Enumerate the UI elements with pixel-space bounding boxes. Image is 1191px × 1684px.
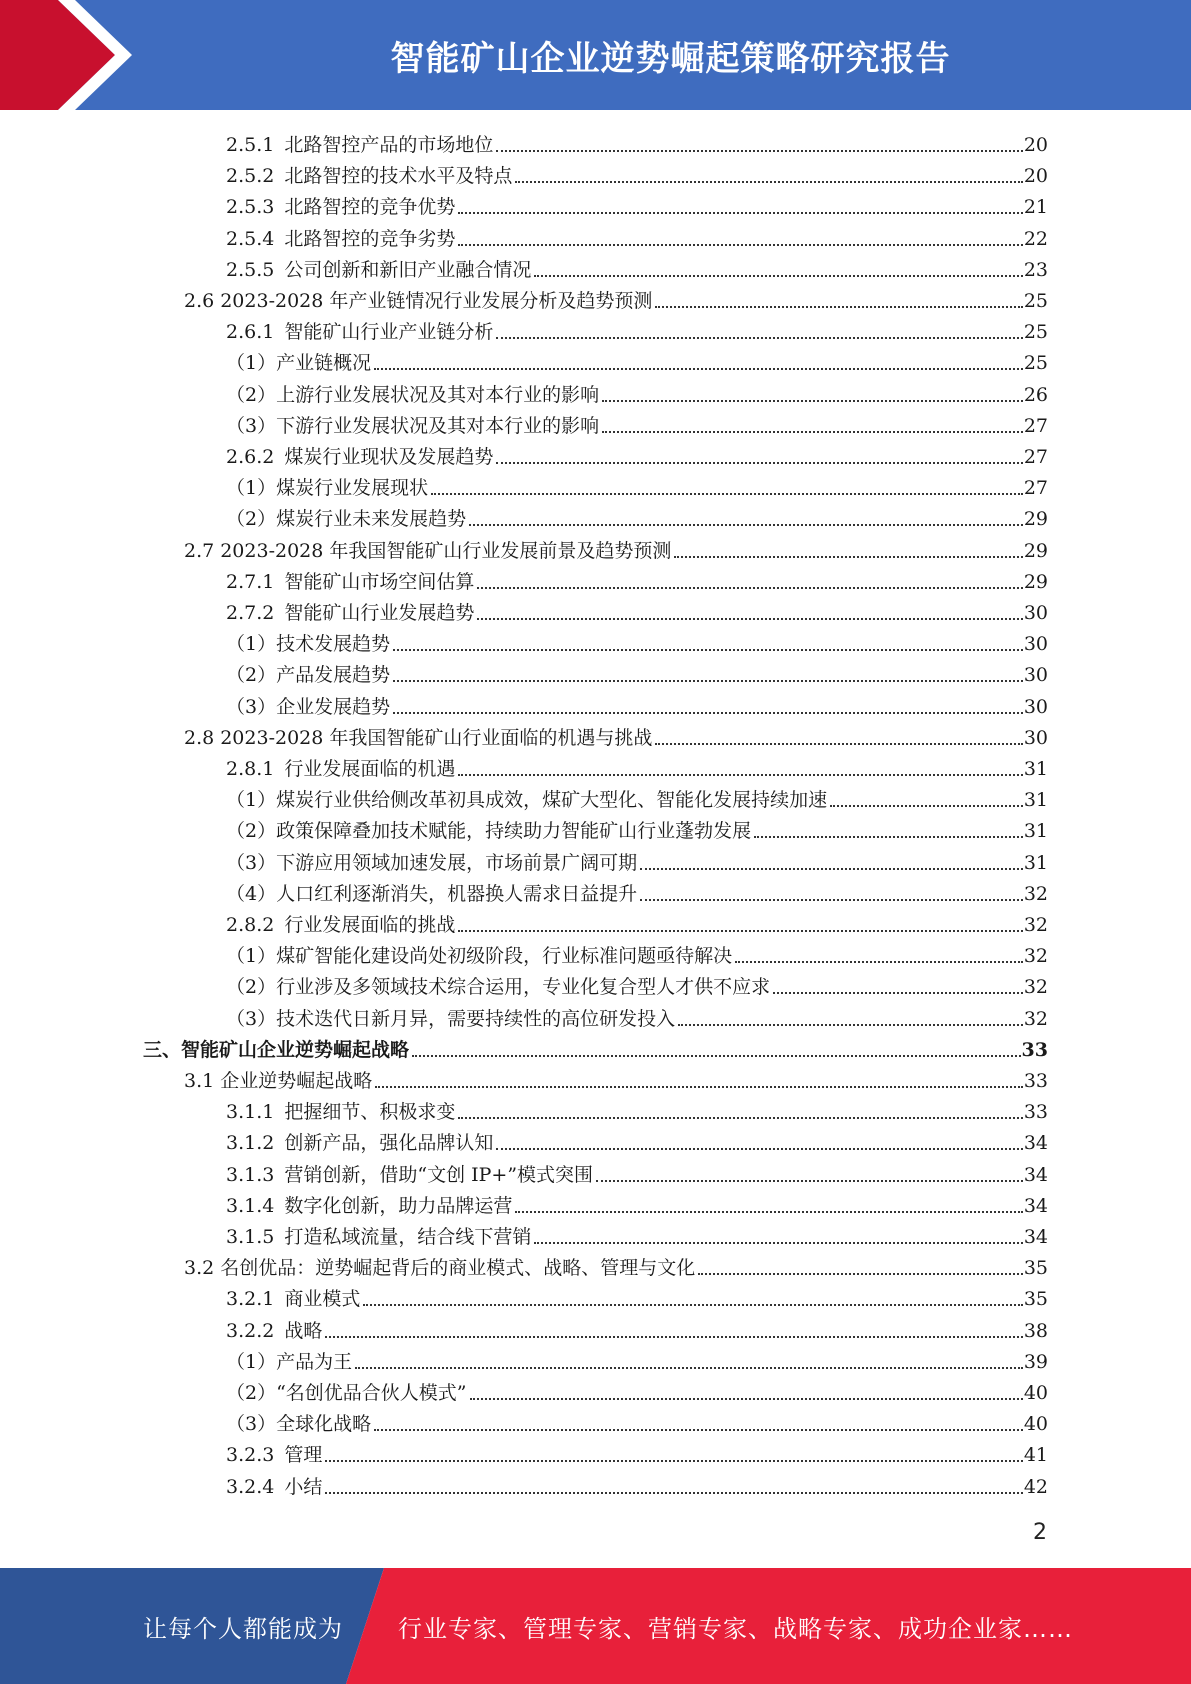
toc-leader-dots bbox=[458, 928, 1022, 932]
toc-entry-number: 2.6.1 bbox=[226, 321, 275, 344]
toc-entry-number: 2.7 bbox=[184, 539, 215, 562]
toc-leader-dots bbox=[678, 1022, 1023, 1026]
toc-leader-dots bbox=[374, 366, 1023, 370]
toc-entry[interactable] bbox=[143, 1031, 1048, 1062]
toc-entry-number: （3） bbox=[226, 1007, 277, 1030]
toc-entry-number: 3.2.4 bbox=[226, 1475, 275, 1498]
toc-entry-page: 33 bbox=[1023, 1070, 1048, 1092]
toc-entry-number: 2.5.3 bbox=[226, 196, 275, 219]
toc-entry-title: 政策保障叠加技术赋能，持续助力智能矿山行业蓬勃发展 bbox=[276, 820, 752, 843]
toc-entry[interactable] bbox=[226, 937, 1048, 968]
toc-entry[interactable] bbox=[226, 906, 1048, 937]
toc-entry-page: 34 bbox=[1023, 1226, 1048, 1248]
toc-leader-dots bbox=[496, 335, 1022, 339]
toc-entry-page: 33 bbox=[1023, 1101, 1048, 1124]
toc-entry-title: 企业逆势崛起战略 bbox=[220, 1070, 373, 1092]
toc-entry-page: 32 bbox=[1023, 945, 1048, 968]
toc-entry-title: 2023-2028 年我国智能矿山行业发展前景及趋势预测 bbox=[220, 539, 672, 562]
toc-entry-page: 42 bbox=[1023, 1475, 1048, 1498]
toc-entry-title: 公司创新和新旧产业融合情况 bbox=[284, 258, 532, 281]
page-footer bbox=[0, 1568, 1191, 1684]
toc-leader-dots bbox=[640, 866, 1023, 870]
toc-leader-dots bbox=[735, 959, 1023, 963]
toc-entry[interactable] bbox=[226, 594, 1048, 625]
toc-leader-dots bbox=[754, 834, 1023, 838]
toc-entry-page: 20 bbox=[1023, 134, 1048, 156]
toc-entry-number: （2） bbox=[226, 1382, 277, 1404]
toc-leader-dots bbox=[477, 616, 1022, 620]
toc-leader-dots bbox=[674, 554, 1022, 558]
toc-leader-dots bbox=[602, 429, 1023, 433]
toc-entry-number: 3.1.4 bbox=[226, 1194, 275, 1217]
toc-leader-dots bbox=[325, 1334, 1022, 1338]
toc-entry-number: （2） bbox=[226, 383, 277, 406]
toc-entry[interactable] bbox=[226, 625, 1048, 656]
toc-entry-number: （1） bbox=[226, 633, 277, 656]
toc-entry-number: 3.2.2 bbox=[226, 1319, 275, 1342]
toc-entry-title: 智能矿山行业发展趋势 bbox=[284, 602, 475, 624]
toc-entry-title: 企业发展趋势 bbox=[276, 695, 391, 718]
toc-entry-title: 技术迭代日新月异，需要持续性的高位研发投入 bbox=[276, 1007, 676, 1030]
toc-entry[interactable] bbox=[226, 1436, 1048, 1467]
toc-entry[interactable] bbox=[226, 313, 1048, 344]
toc-entry-page: 31 bbox=[1023, 851, 1048, 874]
toc-leader-dots bbox=[458, 210, 1022, 214]
toc-entry-number: （2） bbox=[226, 508, 277, 531]
toc-entry-page: 34 bbox=[1023, 1132, 1048, 1155]
toc-entry[interactable] bbox=[226, 968, 1048, 999]
toc-entry-title: 产品发展趋势 bbox=[276, 664, 391, 687]
toc-entry-number: 2.6.2 bbox=[226, 446, 275, 468]
toc-entry-title: 北路智控的技术水平及特点 bbox=[284, 165, 513, 188]
toc-entry-page: 40 bbox=[1023, 1382, 1048, 1404]
toc-entry[interactable] bbox=[226, 875, 1048, 906]
toc-entry-title: 行业发展面临的机遇 bbox=[284, 758, 456, 780]
toc-entry-page: 29 bbox=[1023, 570, 1048, 593]
toc-entry[interactable] bbox=[226, 1468, 1048, 1499]
toc-entry[interactable] bbox=[226, 1405, 1048, 1436]
toc-entry[interactable] bbox=[184, 1062, 1048, 1093]
toc-entry-page: 23 bbox=[1023, 258, 1048, 281]
toc-entry[interactable] bbox=[226, 1374, 1048, 1405]
toc-entry-number: 三、 bbox=[143, 1038, 182, 1061]
toc-leader-dots bbox=[602, 398, 1023, 402]
toc-entry-number: 2.8.1 bbox=[226, 758, 275, 780]
toc-entry-page: 30 bbox=[1023, 664, 1048, 687]
toc-leader-dots bbox=[515, 1209, 1022, 1213]
toc-entry-page: 31 bbox=[1023, 789, 1048, 812]
toc-leader-dots bbox=[477, 585, 1022, 589]
toc-entry-number: 3.2.1 bbox=[226, 1288, 275, 1311]
toc-entry-page: 35 bbox=[1023, 1257, 1048, 1280]
toc-entry-title: 小结 bbox=[284, 1475, 323, 1498]
toc-entry-title: 智能矿山企业逆势崛起战略 bbox=[181, 1038, 410, 1061]
toc-entry-page: 34 bbox=[1023, 1163, 1048, 1186]
toc-entry-title: 煤炭行业发展现状 bbox=[276, 477, 429, 500]
toc-entry-number: （1） bbox=[226, 352, 277, 375]
toc-entry-page: 38 bbox=[1023, 1319, 1048, 1342]
toc-leader-dots bbox=[458, 772, 1022, 776]
toc-entry[interactable] bbox=[226, 500, 1048, 531]
toc-entry-title: 创新产品，强化品牌认知 bbox=[284, 1132, 494, 1155]
toc-leader-dots bbox=[515, 179, 1022, 183]
toc-entry-number: （1） bbox=[226, 1350, 277, 1373]
toc-entry-page: 25 bbox=[1023, 290, 1048, 312]
page-header bbox=[0, 0, 1191, 110]
toc-entry-title: 煤矿智能化建设尚处初级阶段，行业标准问题亟待解决 bbox=[276, 945, 733, 968]
toc-leader-dots bbox=[496, 460, 1022, 464]
toc-entry-number: 2.5.2 bbox=[226, 165, 275, 188]
toc-entry-title: 营销创新，借助“文创 IP+”模式突围 bbox=[284, 1163, 594, 1186]
toc-entry-page: 21 bbox=[1023, 196, 1048, 219]
toc-entry[interactable] bbox=[226, 220, 1048, 251]
toc-leader-dots bbox=[773, 990, 1023, 994]
toc-entry[interactable] bbox=[226, 1218, 1048, 1249]
footer-slogan-right: 行业专家、管理专家、营销专家、战略专家、成功企业家…… bbox=[398, 1614, 1073, 1643]
toc-leader-dots bbox=[374, 1427, 1023, 1431]
toc-leader-dots bbox=[375, 1084, 1023, 1088]
report-title: 智能矿山企业逆势崛起策略研究报告 bbox=[390, 38, 951, 79]
toc-entry-page: 31 bbox=[1023, 758, 1048, 780]
toc-entry-page: 30 bbox=[1023, 695, 1048, 718]
toc-entry-title: 数字化创新，助力品牌运营 bbox=[284, 1194, 513, 1217]
toc-entry-page: 27 bbox=[1023, 477, 1048, 500]
toc-leader-dots bbox=[534, 1240, 1022, 1244]
toc-entry[interactable] bbox=[226, 251, 1048, 282]
toc-entry-page: 30 bbox=[1023, 602, 1048, 624]
toc-entry-number: （3） bbox=[226, 851, 277, 874]
toc-entry[interactable] bbox=[226, 781, 1048, 812]
toc-entry[interactable] bbox=[226, 407, 1048, 438]
toc-entry-number: （3） bbox=[226, 1413, 277, 1436]
toc-entry[interactable] bbox=[226, 1280, 1048, 1311]
toc-entry-page: 20 bbox=[1023, 165, 1048, 188]
toc-entry-title: 商业模式 bbox=[284, 1288, 361, 1311]
toc-leader-dots bbox=[431, 491, 1023, 495]
toc-entry[interactable] bbox=[226, 188, 1048, 219]
toc-leader-dots bbox=[596, 1178, 1023, 1182]
toc-entry-number: 3.1.3 bbox=[226, 1163, 275, 1186]
toc-entry[interactable] bbox=[184, 719, 1048, 750]
page-number: 2 bbox=[1033, 1520, 1047, 1545]
toc-leader-dots bbox=[355, 1365, 1023, 1369]
toc-entry-page: 27 bbox=[1023, 414, 1048, 437]
toc-entry[interactable] bbox=[226, 126, 1048, 157]
toc-entry-number: （3） bbox=[226, 414, 277, 437]
toc-entry-page: 39 bbox=[1023, 1350, 1048, 1373]
toc-entry-page: 32 bbox=[1023, 882, 1048, 905]
toc-entry-title: 战略 bbox=[284, 1319, 323, 1342]
toc-entry-title: 把握细节、积极求变 bbox=[284, 1101, 456, 1124]
toc-entry-title: 北路智控的竞争优势 bbox=[284, 196, 456, 219]
toc-leader-dots bbox=[363, 1302, 1022, 1306]
toc-entry-title: 下游行业发展状况及其对本行业的影响 bbox=[276, 414, 600, 437]
toc-entry-number: （1） bbox=[226, 789, 277, 812]
toc-entry-number: 3.1.1 bbox=[226, 1101, 275, 1124]
toc-entry[interactable] bbox=[226, 1312, 1048, 1343]
toc-entry[interactable] bbox=[226, 656, 1048, 687]
toc-entry-number: 2.8 bbox=[184, 726, 215, 749]
toc-entry-title: 煤炭行业现状及发展趋势 bbox=[284, 446, 494, 468]
toc-entry[interactable] bbox=[226, 469, 1048, 500]
toc-entry-number: 2.5.5 bbox=[226, 258, 275, 281]
toc-entry[interactable] bbox=[184, 282, 1048, 313]
toc-entry-page: 29 bbox=[1023, 539, 1048, 562]
toc-entry-title: “名创优品合伙人模式” bbox=[276, 1382, 467, 1404]
toc-entry-page: 26 bbox=[1023, 383, 1048, 406]
toc-leader-dots bbox=[393, 678, 1023, 682]
toc-entry-number: （2） bbox=[226, 976, 277, 999]
toc-entry[interactable] bbox=[226, 1156, 1048, 1187]
toc-leader-dots bbox=[458, 242, 1022, 246]
toc-leader-dots bbox=[534, 273, 1022, 277]
toc-entry[interactable] bbox=[184, 532, 1048, 563]
toc-entry-title: 管理 bbox=[284, 1444, 323, 1467]
toc-leader-dots bbox=[698, 1271, 1023, 1275]
toc-entry-title: 北路智控产品的市场地位 bbox=[284, 134, 494, 156]
toc-entry-page: 41 bbox=[1023, 1444, 1048, 1467]
toc-entry[interactable] bbox=[226, 1343, 1048, 1374]
toc-entry-title: 产品为王 bbox=[276, 1350, 353, 1373]
toc-entry-title: 打造私域流量，结合线下营销 bbox=[284, 1226, 532, 1248]
toc-entry-title: 煤炭行业未来发展趋势 bbox=[276, 508, 467, 531]
toc-entry-page: 29 bbox=[1023, 508, 1048, 531]
toc-entry-page: 25 bbox=[1023, 321, 1048, 344]
toc-entry-page: 34 bbox=[1023, 1194, 1048, 1217]
toc-entry-page: 40 bbox=[1023, 1413, 1048, 1436]
toc-entry-page: 27 bbox=[1023, 446, 1048, 468]
toc-entry[interactable] bbox=[226, 344, 1048, 375]
toc-leader-dots bbox=[470, 1396, 1023, 1400]
toc-entry-page: 31 bbox=[1023, 820, 1048, 843]
toc-entry-title: 产业链概况 bbox=[276, 352, 372, 375]
toc-entry-number: 3.1.2 bbox=[226, 1132, 275, 1155]
toc-entry-title: 2023-2028 年产业链情况行业发展分析及趋势预测 bbox=[220, 290, 653, 312]
toc-entry-number: 3.2 bbox=[184, 1257, 215, 1280]
toc-entry-title: 北路智控的竞争劣势 bbox=[284, 227, 456, 250]
toc-entry-page: 30 bbox=[1023, 726, 1048, 749]
toc-entry-number: （4） bbox=[226, 882, 277, 905]
toc-leader-dots bbox=[655, 304, 1022, 308]
toc-entry-title: 行业发展面临的挑战 bbox=[284, 914, 456, 936]
toc-entry-number: 2.5.1 bbox=[226, 134, 275, 156]
toc-entry[interactable] bbox=[226, 157, 1048, 188]
toc-entry[interactable] bbox=[226, 1000, 1048, 1031]
toc-entry-page: 32 bbox=[1023, 914, 1048, 936]
toc-leader-dots bbox=[458, 1115, 1022, 1119]
toc-entry[interactable] bbox=[226, 812, 1048, 843]
toc-entry-number: 3.2.3 bbox=[226, 1444, 275, 1467]
toc-entry-title: 行业涉及多领域技术综合运用，专业化复合型人才供不应求 bbox=[276, 976, 771, 999]
toc-entry[interactable] bbox=[226, 688, 1048, 719]
toc-entry-title: 人口红利逐渐消失，机器换人需求日益提升 bbox=[276, 882, 638, 905]
toc-entry-page: 25 bbox=[1023, 352, 1048, 375]
toc-entry-number: 2.5.4 bbox=[226, 227, 275, 250]
toc-entry-number: 2.8.2 bbox=[226, 914, 275, 936]
toc-entry-number: 3.1.5 bbox=[226, 1226, 275, 1248]
toc-leader-dots bbox=[469, 522, 1023, 526]
toc-entry-title: 智能矿山市场空间估算 bbox=[284, 570, 475, 593]
toc-leader-dots bbox=[393, 647, 1023, 651]
toc-entry[interactable] bbox=[226, 376, 1048, 407]
toc-entry-title: 全球化战略 bbox=[276, 1413, 372, 1436]
toc-entry[interactable] bbox=[226, 1093, 1048, 1124]
header-arrow-decoration bbox=[0, 0, 160, 110]
toc-entry[interactable] bbox=[226, 750, 1048, 781]
toc-entry-page: 30 bbox=[1023, 633, 1048, 656]
toc-entry-title: 煤炭行业供给侧改革初具成效，煤矿大型化、智能化发展持续加速 bbox=[276, 789, 828, 812]
footer-slogan-left: 让每个人都能成为 bbox=[143, 1614, 343, 1643]
toc-entry[interactable] bbox=[226, 1187, 1048, 1218]
toc-leader-dots bbox=[496, 148, 1022, 152]
toc-leader-dots bbox=[830, 803, 1023, 807]
toc-entry-page: 32 bbox=[1023, 1007, 1048, 1030]
toc-leader-dots bbox=[393, 710, 1023, 714]
toc-entry-title: 技术发展趋势 bbox=[276, 633, 391, 656]
toc-entry-number: （1） bbox=[226, 477, 277, 500]
toc-entry-page: 22 bbox=[1023, 227, 1048, 250]
toc-entry-page: 33 bbox=[1021, 1038, 1048, 1061]
toc-entry-number: （3） bbox=[226, 695, 277, 718]
toc-entry[interactable] bbox=[226, 438, 1048, 469]
toc-entry-number: 2.7.2 bbox=[226, 602, 275, 624]
toc-entry-title: 上游行业发展状况及其对本行业的影响 bbox=[276, 383, 600, 406]
toc-leader-dots bbox=[412, 1053, 1021, 1057]
toc-entry[interactable] bbox=[226, 844, 1048, 875]
toc-entry-page: 35 bbox=[1023, 1288, 1048, 1311]
toc-entry-number: 2.6 bbox=[184, 290, 215, 312]
toc-entry[interactable] bbox=[226, 1124, 1048, 1155]
toc-leader-dots bbox=[655, 741, 1022, 745]
toc-entry[interactable] bbox=[226, 563, 1048, 594]
toc-entry-number: 2.7.1 bbox=[226, 570, 275, 593]
toc-leader-dots bbox=[496, 1146, 1022, 1150]
toc-entry-number: （1） bbox=[226, 945, 277, 968]
toc-entry[interactable] bbox=[184, 1249, 1048, 1280]
toc-entry-title: 智能矿山行业产业链分析 bbox=[284, 321, 494, 344]
toc-entry-number: （2） bbox=[226, 820, 277, 843]
toc-leader-dots bbox=[640, 897, 1023, 901]
toc-entry-number: 3.1 bbox=[184, 1070, 215, 1092]
toc-entry-number: （2） bbox=[226, 664, 277, 687]
toc-entry-page: 32 bbox=[1023, 976, 1048, 999]
toc-entry-title: 下游应用领域加速发展，市场前景广阔可期 bbox=[276, 851, 638, 874]
toc-leader-dots bbox=[325, 1490, 1022, 1494]
toc-entry-title: 2023-2028 年我国智能矿山行业面临的机遇与挑战 bbox=[220, 726, 653, 749]
toc-entry-title: 名创优品：逆势崛起背后的商业模式、战略、管理与文化 bbox=[220, 1257, 696, 1280]
toc-leader-dots bbox=[325, 1458, 1022, 1462]
